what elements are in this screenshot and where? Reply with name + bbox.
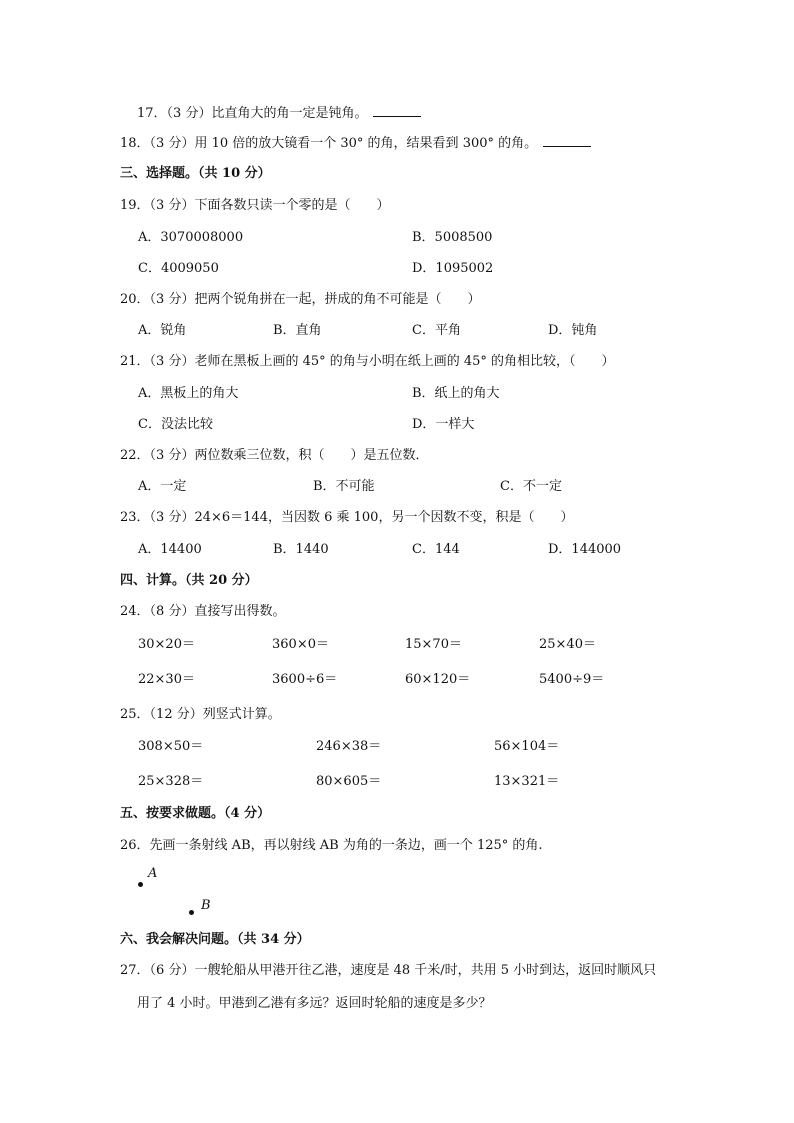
question-17 (137, 104, 421, 123)
section-3-title: 三、选择题。（共 10 分） (120, 166, 271, 181)
q19-option-c[interactable]: C．4009050 (138, 261, 219, 276)
question-27-line-1: 27．（6 分）一艘轮船从甲港开往乙港，速度是 48 千米/时，共用 5 小时到达，返回时顺风只 (120, 963, 657, 978)
question-19-text: 19．（3 分）下面各数只读一个零的是（ ） (120, 198, 390, 213)
q24-item: 60×120＝ (405, 672, 471, 687)
question-17-text: 17．（3 分）比直角大的角一定是钝角。 (137, 106, 368, 121)
point-a-dot (138, 882, 143, 887)
question-18 (120, 134, 591, 153)
q23-option-c[interactable]: C．144 (412, 542, 460, 557)
q21-option-c[interactable]: C．没法比较 (138, 417, 213, 432)
q21-option-b[interactable]: B．纸上的角大 (412, 386, 500, 401)
section-5-title: 五、按要求做题。（4 分） (120, 806, 271, 821)
q24-item: 15×70＝ (405, 637, 462, 652)
q22-option-b[interactable]: B．不可能 (313, 479, 375, 494)
q22-option-c[interactable]: C．不一定 (500, 479, 562, 494)
q25-item: 13×321＝ (494, 774, 560, 789)
q23-option-b[interactable]: B．1440 (273, 542, 329, 557)
q20-option-c[interactable]: C．平角 (412, 323, 461, 338)
section-6-title: 六、我会解决问题。（共 34 分） (120, 932, 310, 947)
question-26-text: 26．先画一条射线 AB，再以射线 AB 为角的一条边，画一个 125° 的角. (120, 838, 543, 853)
q25-item: 56×104＝ (494, 739, 560, 754)
point-b-label: B (201, 898, 211, 913)
q24-item: 25×40＝ (539, 637, 596, 652)
section-4-title: 四、计算。（共 20 分） (120, 573, 258, 588)
q24-item: 30×20＝ (138, 637, 195, 652)
q24-item: 3600÷6＝ (272, 672, 338, 687)
answer-blank-18[interactable] (543, 134, 591, 147)
q25-item: 308×50＝ (138, 739, 204, 754)
q19-option-d[interactable]: D．1095002 (412, 261, 494, 276)
q25-item: 246×38＝ (316, 739, 382, 754)
q23-option-d[interactable]: D．144000 (548, 542, 622, 557)
q20-option-b[interactable]: B．直角 (273, 323, 322, 338)
q22-option-a[interactable]: A．一定 (138, 479, 187, 494)
q24-item: 360×0＝ (272, 637, 329, 652)
q19-option-a[interactable]: A．3070008000 (138, 230, 244, 245)
q24-item: 5400÷9＝ (539, 672, 605, 687)
point-a-label: A (148, 866, 158, 881)
q20-option-a[interactable]: A．锐角 (138, 323, 187, 338)
q21-option-a[interactable]: A．黑板上的角大 (138, 386, 239, 401)
answer-blank-17[interactable] (373, 104, 421, 117)
q19-option-b[interactable]: B．5008500 (412, 230, 493, 245)
q21-option-d[interactable]: D．一样大 (412, 417, 475, 432)
question-21-text: 21．（3 分）老师在黑板上画的 45° 的角与小明在纸上画的 45° 的角相比较，（ ） (120, 354, 615, 369)
q20-option-d[interactable]: D．钝角 (548, 323, 598, 338)
q25-item: 25×328＝ (138, 774, 204, 789)
q24-item: 22×30＝ (138, 672, 195, 687)
q25-item: 80×605＝ (316, 774, 382, 789)
question-27-line-2: 用了 4 小时。甲港到乙港有多远？返回时轮船的速度是多少？ (137, 996, 492, 1011)
question-18-text: 18．（3 分）用 10 倍的放大镜看一个 30° 的角，结果看到 300° 的角。 (120, 136, 538, 151)
question-24-text: 24．（8 分）直接写出得数。 (120, 604, 286, 619)
q23-option-a[interactable]: A．14400 (138, 542, 202, 557)
question-23-text: 23．（3 分）24×6＝144，当因数 6 乘 100，另一个因数不变，积是（ ） (120, 510, 574, 525)
question-22-text: 22．（3 分）两位数乘三位数，积（ ）是五位数． (120, 448, 429, 463)
point-b-dot (189, 910, 194, 915)
question-20-text: 20．（3 分）把两个锐角拼在一起，拼成的角不可能是（ ） (120, 292, 481, 307)
question-25-text: 25．（12 分）列竖式计算。 (120, 707, 281, 722)
